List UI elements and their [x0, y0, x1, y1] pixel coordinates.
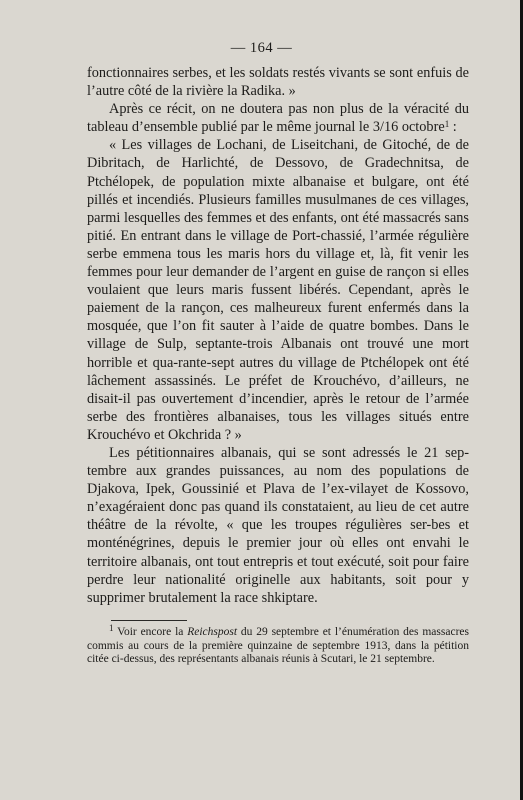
paragraph-2	[87, 100, 469, 136]
footnote-separator	[111, 620, 187, 621]
footnote-text-after: du 29 septembre et l’énumération des massacres commis au cours de la première quinzaine de septembre 1913, dans la pétition citée ci-dessus, des représentants albanais réunis à Scutari, le 21 septembre.	[87, 626, 469, 666]
paragraph-3-quote: « Les villages de Lochani, de Liseitchani, de Gitoché, de de Dibritach, de Harlichté, de Dessovo, de Gradechnitsa, de Ptchélopek, de population mixte albanaise et bulgare, ont été pillés et incendiés. Plusieurs familles musulmanes de ces villages, parmi lesquelles des femmes et des enfants, ont été massacrés sans pitié. En entrant dans le village de Port-chassié, l’armée régulière serbe emmena tous les maris hors du village et, là, fit venir les femmes pour leur demander de l’argent en guise de rançon si elles voulaient que leurs maris fussent libérés. Cependant, après le paiement de la rançon, ces malheureux furent enfermés dans la mosquée, que l’on fit sauter à l’aide de quatre bombes. Dans le village de Sulp, septante-trois Albanais ont trouvé une mort horrible et qua-rante-sept autres du village de Ptchélopek ont été lâchement assassinés. Le préfet de Krouchévo, d’ailleurs, ne disait-il pas ouvertement d’incendier, après le retour de l’armée serbe des frontières albanaises, tous les villages situés entre Krouchévo et Okchrida ? »	[87, 137, 469, 443]
footnote-text-before: Voir encore la	[113, 626, 188, 638]
footnote-reference: 1	[444, 119, 450, 130]
paragraph-1: fonctionnaires serbes, et les soldats restés vivants se sont enfuis de l’autre côté de la rivière la Radika. »	[87, 65, 469, 100]
footnote-marker: 1	[109, 623, 114, 633]
main-text	[87, 64, 469, 607]
footnote	[87, 623, 469, 667]
paragraph-2-end: :	[449, 119, 457, 136]
page-number: — 164 —	[230, 40, 293, 56]
paragraph-4: Les pétitionnaires albanais, qui se sont adressés le 21 sep-tembre aux grandes puissances, au nom des populations de Djakova, Ipek, Goussinié et Plava de l’ex-vilayet de Kossovo, n’exagéraient donc pas quand ils constataient, au lieu de cet autre théâtre de la révolte, « que les troupes régulières ser-bes et monténégrines, depuis le premier jour où elles ont envahi le territoire albanais, ont tout entrepris et tout exécuté, soit pour faire perdre leur nationalité originelle aux habitants, soit pour y supprimer brutalement la race shkiptare.	[87, 444, 469, 606]
footnote-journal-name: Reichspost	[187, 626, 238, 638]
paragraph-2-text: Après ce récit, on ne doutera pas non plus de la véracité du tableau d’ensemble publié par le même journal le 3/16 octobre	[87, 101, 469, 136]
